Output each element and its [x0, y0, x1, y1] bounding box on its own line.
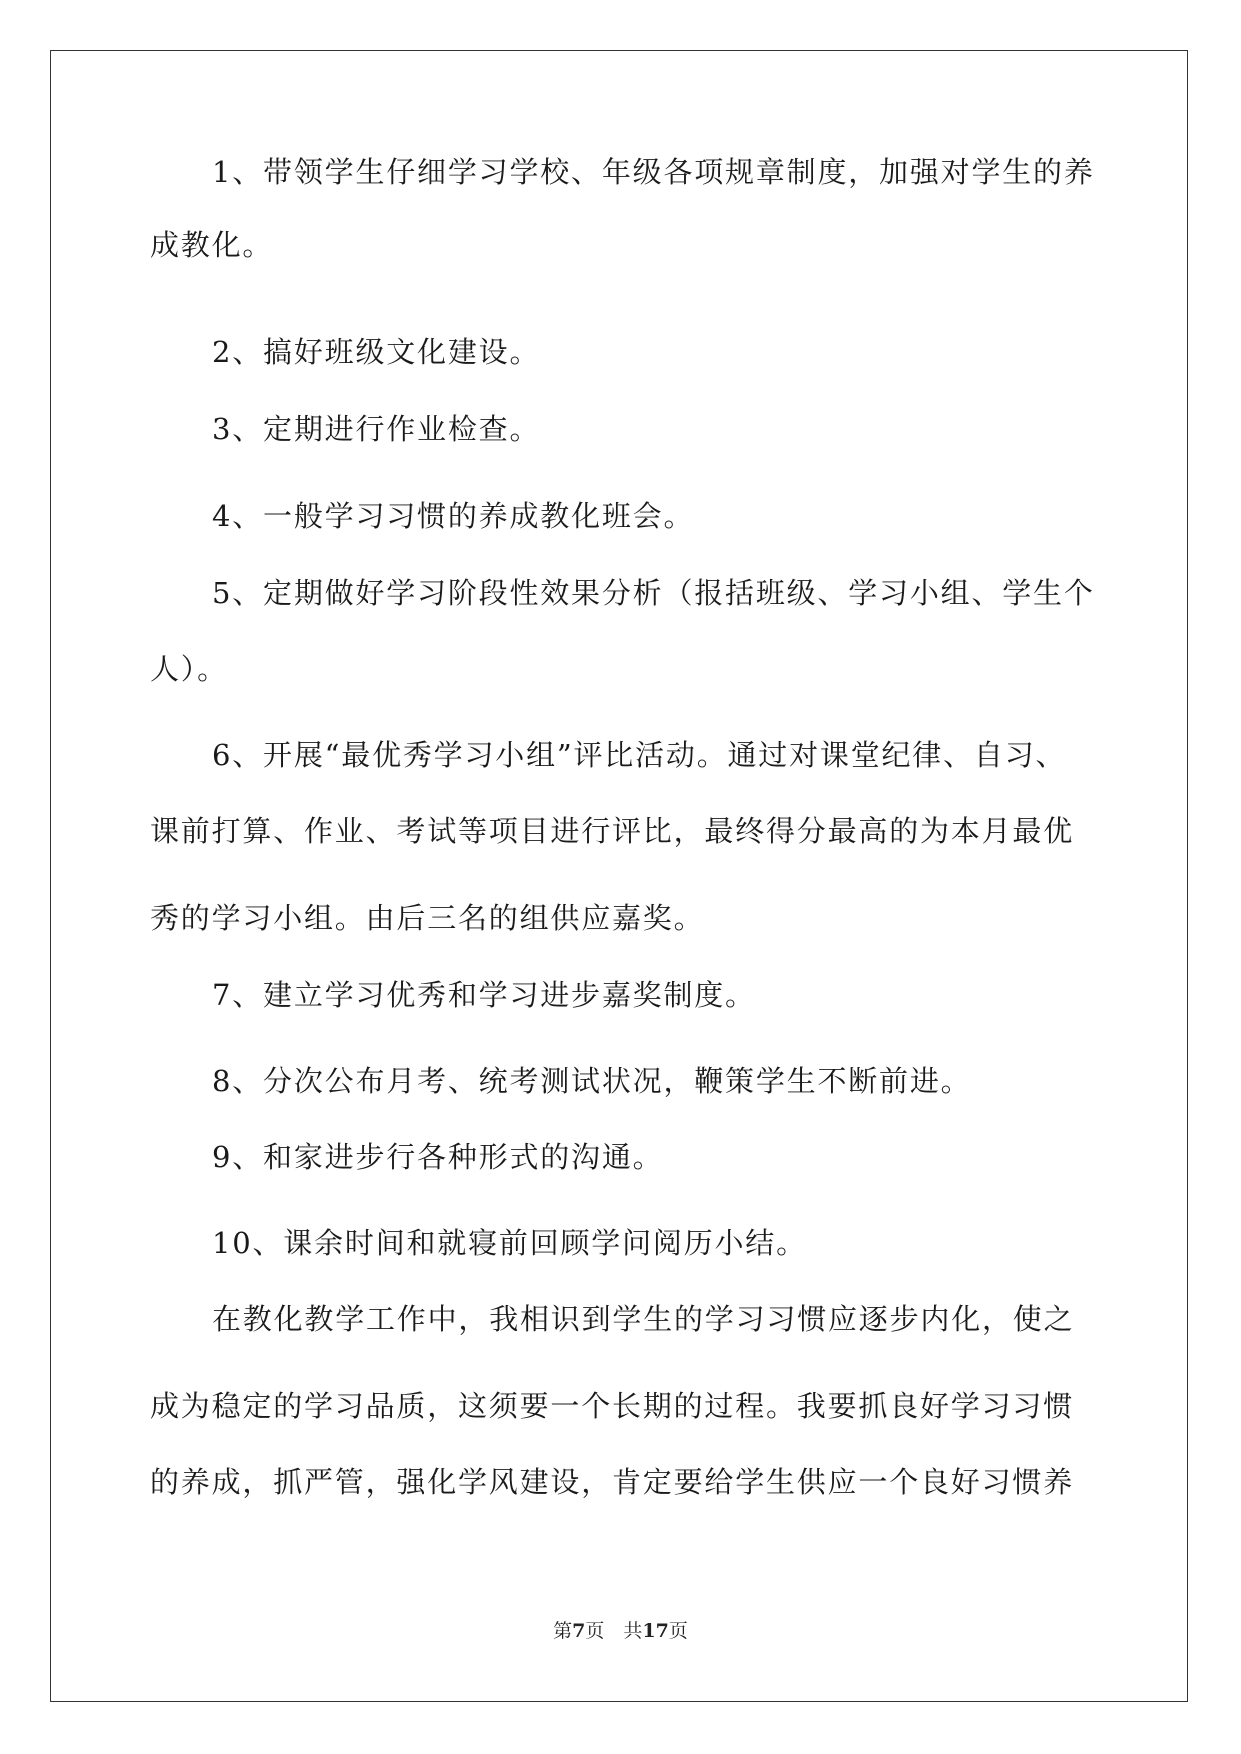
paragraph-line: 3、定期进行作业检查。	[212, 412, 541, 446]
page-border	[50, 50, 1188, 1702]
paragraph-line: 人）。	[150, 652, 228, 686]
paragraph-line: 7、建立学习优秀和学习进步嘉奖制度。	[212, 978, 756, 1012]
page-label-mid: 页 共	[585, 1620, 643, 1642]
page-label-suffix: 页	[668, 1620, 688, 1642]
paragraph-line: 4、一般学习习惯的养成教化班会。	[212, 499, 695, 533]
total-page-number: 17	[642, 1620, 669, 1642]
page-footer	[0, 1619, 1241, 1643]
paragraph-line: 在教化教学工作中，我相识到学生的学习习惯应逐步内化，使之	[212, 1302, 1075, 1336]
page-label-prefix: 第	[553, 1620, 573, 1642]
paragraph-line: 9、和家进步行各种形式的沟通。	[212, 1140, 664, 1174]
paragraph-line: 成教化。	[150, 228, 274, 262]
paragraph-line: 秀的学习小组。由后三名的组供应嘉奖。	[150, 901, 705, 935]
paragraph-line: 成为稳定的学习品质，这须要一个长期的过程。我要抓良好学习习惯	[150, 1389, 1075, 1423]
paragraph-line: 10、课余时间和就寝前回顾学问阅历小结。	[212, 1226, 807, 1260]
paragraph-line: 6、开展“最优秀学习小组”评比活动。通过对课堂纪律、自习、	[212, 738, 1067, 772]
paragraph-line: 2、搞好班级文化建设。	[212, 335, 541, 369]
paragraph-line: 5、定期做好学习阶段性效果分析（报括班级、学习小组、学生个	[212, 576, 1095, 610]
paragraph-line: 课前打算、作业、考试等项目进行评比，最终得分最高的为本月最优	[150, 814, 1075, 848]
current-page-number: 7	[572, 1620, 586, 1642]
paragraph-line: 1、带领学生仔细学习学校、年级各项规章制度，加强对学生的养	[212, 155, 1095, 189]
paragraph-line: 的养成，抓严管，强化学风建设，肯定要给学生供应一个良好习惯养	[150, 1465, 1075, 1499]
paragraph-line: 8、分次公布月考、统考测试状况，鞭策学生不断前进。	[212, 1064, 972, 1098]
